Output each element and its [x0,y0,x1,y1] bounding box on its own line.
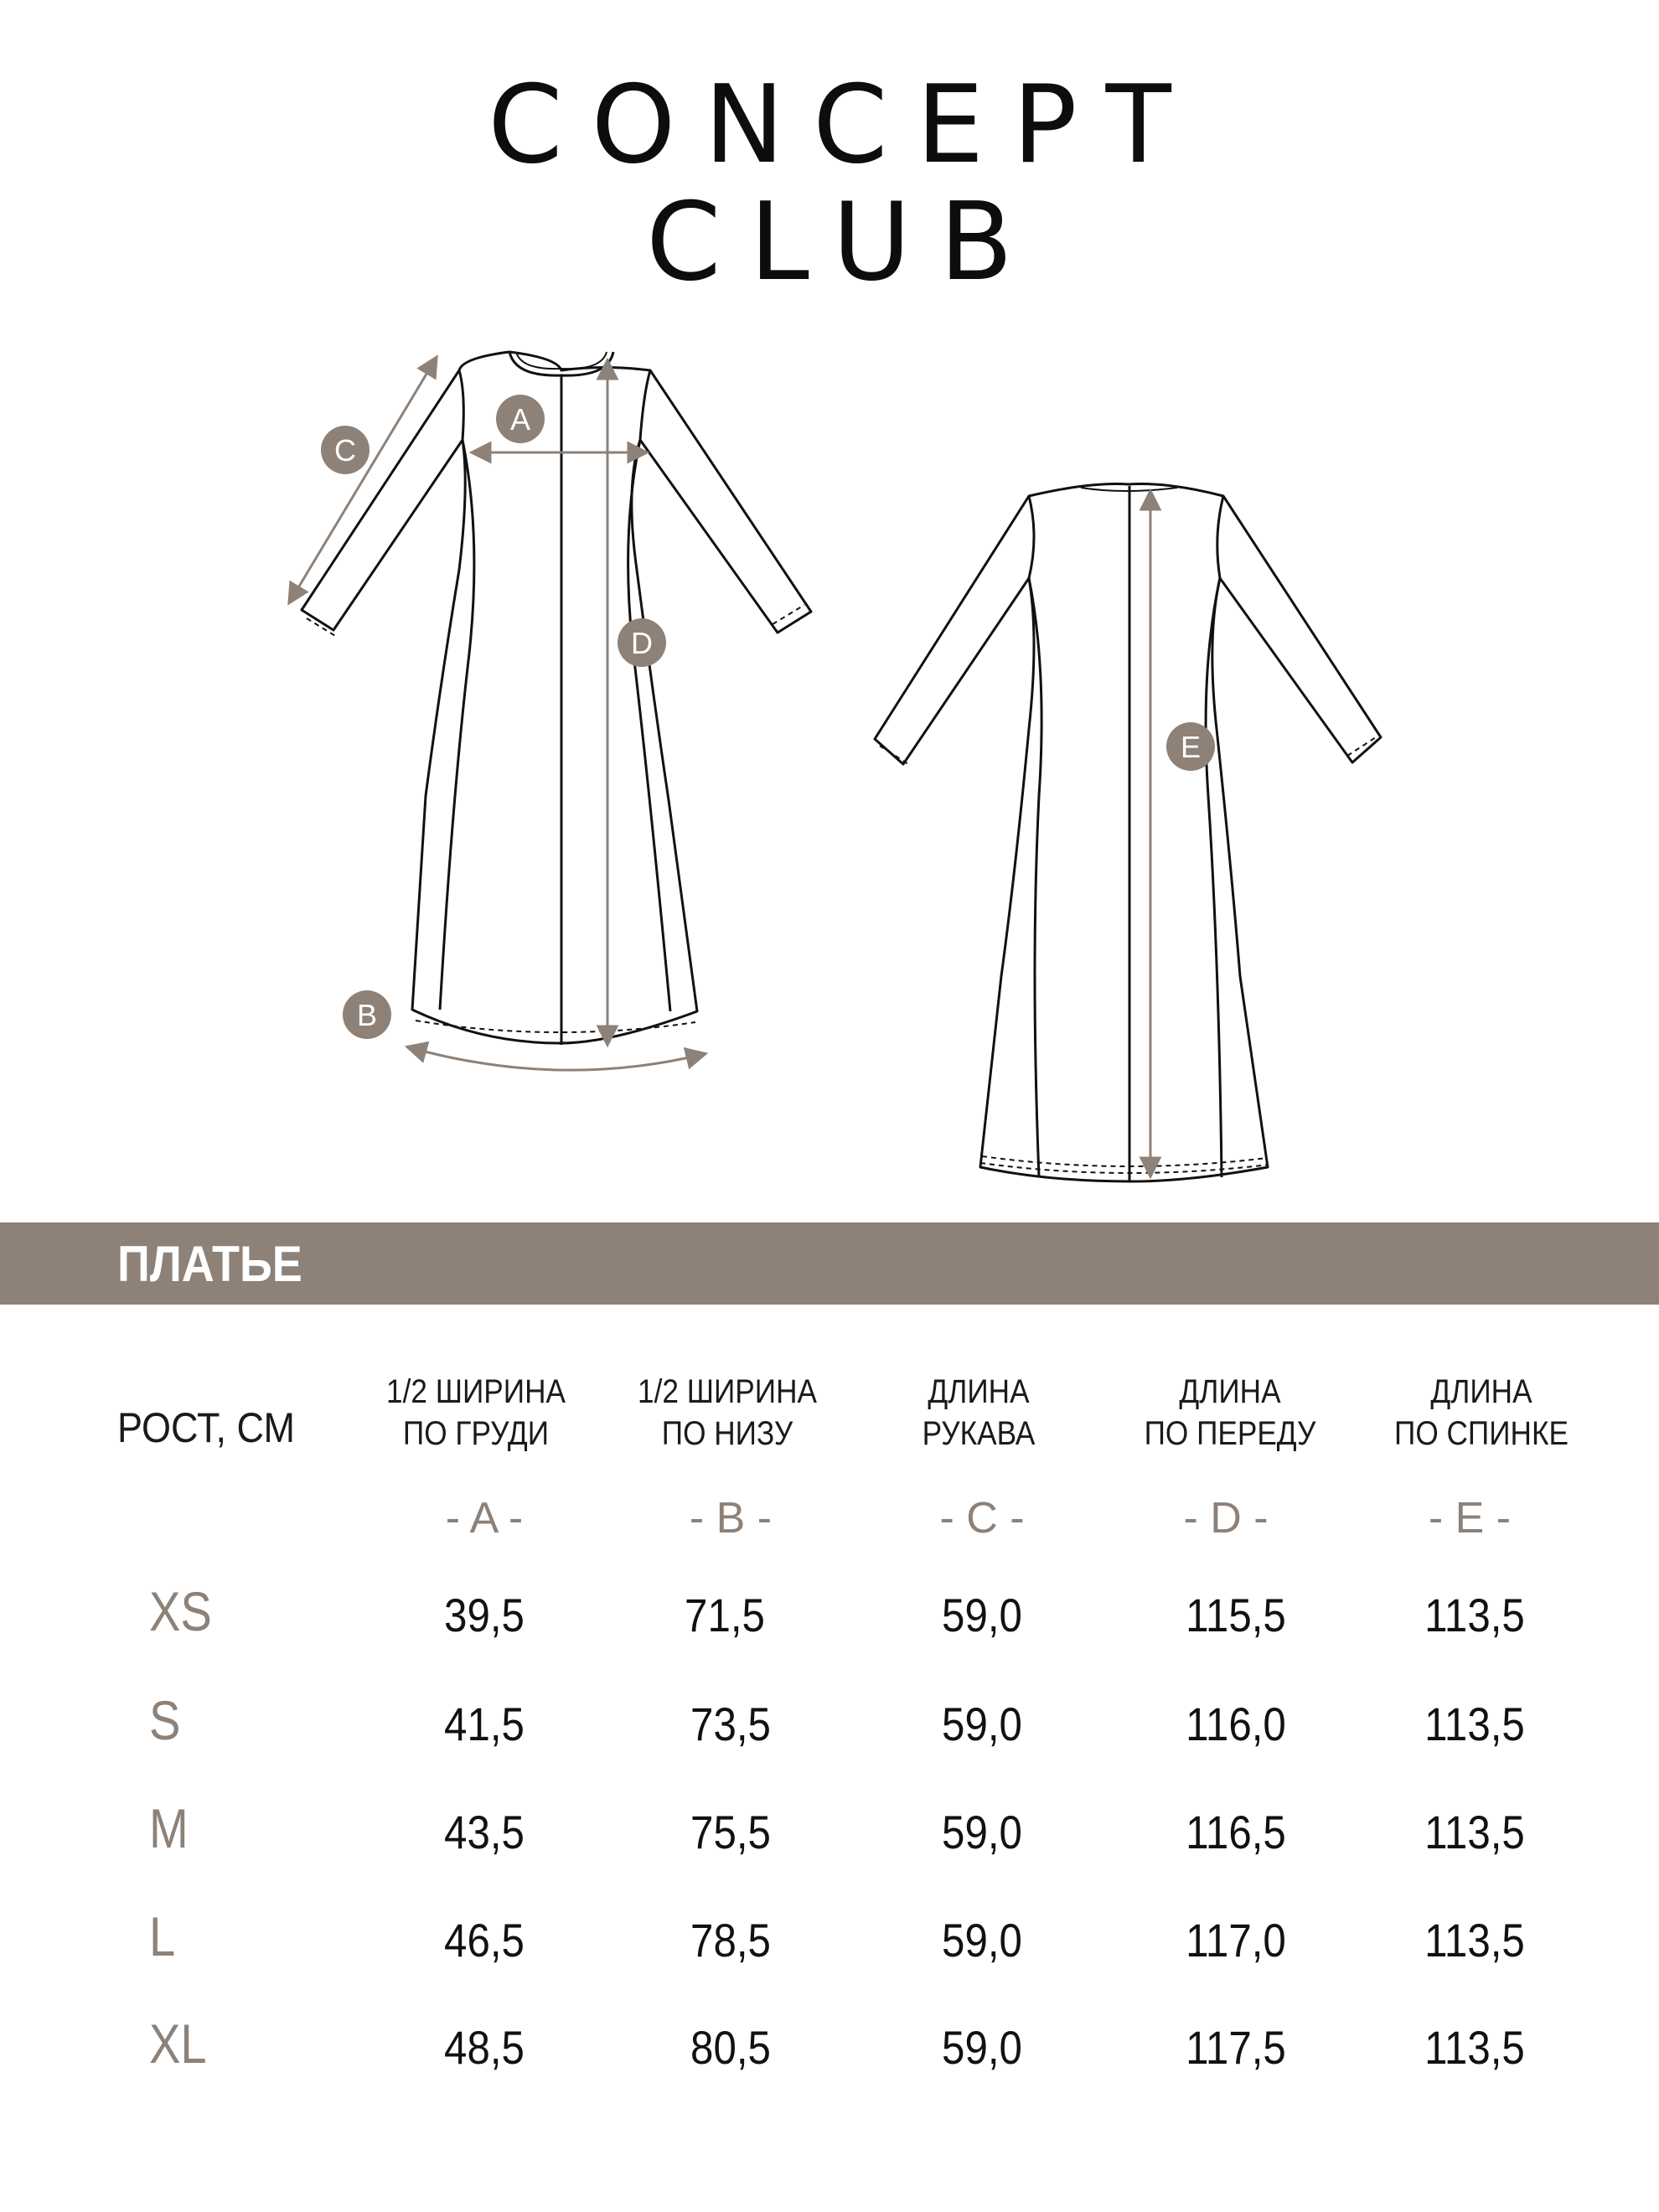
section-title: ПЛАТЬЕ [117,1236,302,1292]
table-cell: 80,5 [690,2021,771,2074]
column-header-a: 1/2 ШИРИНА ПО ГРУДИ [386,1373,566,1452]
table-cell: 113,5 [1424,2021,1525,2074]
column-letter-e: - E - [1428,1494,1512,1543]
table-cell: 116,0 [1186,1698,1286,1750]
table-cell: 75,5 [690,1806,771,1858]
dress-back-view [875,484,1381,1181]
size-label-xs: XS [149,1580,212,1642]
marker-d [618,618,666,667]
table-cell: 113,5 [1424,1589,1525,1641]
table-cell: 71,5 [685,1589,765,1641]
size-label-l: L [149,1905,176,1967]
table-cell: 113,5 [1424,1914,1525,1967]
table-cell: 116,5 [1186,1806,1286,1858]
column-letter-a: - A - [445,1494,524,1543]
svg-text:B: B [356,998,378,1032]
table-cell: 115,5 [1186,1589,1286,1641]
column-header-c: ДЛИНА РУКАВА [922,1373,1036,1452]
table-cell: 39,5 [444,1589,525,1641]
column-letter-b: - B - [689,1494,773,1543]
marker-e [1166,722,1215,771]
table-cell: 46,5 [444,1914,525,1967]
table-cell: 59,0 [942,1914,1022,1967]
column-letter-c: - C - [939,1494,1025,1543]
svg-text:D: D [631,626,653,660]
brand-logo [0,63,1659,305]
column-header-d: ДЛИНА ПО ПЕРЕДУ [1144,1373,1316,1452]
table-cell: 48,5 [444,2021,525,2074]
size-label-s: S [149,1689,181,1751]
table-cell: 59,0 [942,2021,1022,2074]
marker-a [496,395,545,443]
table-cell: 43,5 [444,1806,525,1858]
svg-text:A: A [509,402,531,437]
marker-b [343,990,391,1039]
table-cell: 41,5 [444,1698,525,1750]
table-cell: 113,5 [1424,1806,1525,1858]
table-cell: 78,5 [690,1914,771,1967]
size-label-xl: XL [149,2013,207,2075]
brand-logo-line1: CONCEPT [488,63,1200,188]
row-header-height: РОСТ, СМ [117,1404,296,1451]
table-cell: 117,5 [1186,2021,1286,2074]
brand-logo-line2: CLUB [646,180,1041,305]
table-cell: 73,5 [690,1698,771,1750]
svg-text:C: C [334,433,356,468]
table-cell: 113,5 [1424,1698,1525,1750]
dress-technical-drawings [0,318,1659,1207]
table-cell: 117,0 [1186,1914,1286,1967]
column-header-e: ДЛИНА ПО СПИНКЕ [1394,1373,1569,1452]
column-letter-d: - D - [1183,1494,1269,1543]
table-cell: 59,0 [942,1806,1022,1858]
size-label-m: M [149,1797,189,1859]
column-header-b: 1/2 ШИРИНА ПО НИЗУ [638,1373,817,1452]
table-cell: 59,0 [942,1698,1022,1750]
marker-c [321,426,370,474]
svg-text:E: E [1180,730,1202,764]
section-banner [0,1222,1659,1305]
table-cell: 59,0 [942,1589,1022,1641]
